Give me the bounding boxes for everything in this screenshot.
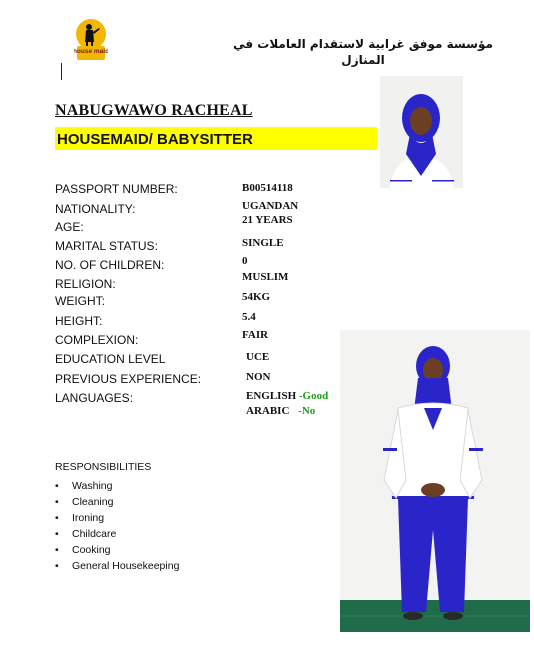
experience-value: NON (246, 371, 271, 383)
complexion-label: COMPLEXION: (55, 333, 139, 347)
language-name: ARABIC (246, 405, 290, 417)
full-body-photo (340, 330, 530, 632)
list-item: • Childcare (55, 526, 179, 542)
nationality-value: UGANDAN (242, 200, 299, 212)
children-label: NO. OF CHILDREN: (55, 258, 165, 272)
weight-label: WEIGHT: (55, 294, 105, 308)
agency-name-arabic: مؤسسة موفق غرابية لاستقدام العاملات في المنازل (233, 37, 493, 67)
list-item: • Cooking (55, 542, 179, 558)
position-title: HOUSEMAID/ BABYSITTER (57, 131, 253, 148)
age-label: AGE: (55, 220, 84, 234)
children-value: 0 (242, 255, 248, 267)
list-item: • Washing (55, 478, 179, 494)
education-value: UCE (246, 351, 270, 363)
list-item: • Ironing (55, 510, 179, 526)
marital-status-value: SINGLE (242, 237, 284, 249)
language-arabic (246, 405, 315, 417)
nationality-label: NATIONALITY: (55, 202, 136, 216)
weight-value: 54KG (242, 291, 271, 303)
logo-divider (61, 63, 62, 80)
height-label: HEIGHT: (55, 314, 103, 328)
languages-label: LANGUAGES: (55, 391, 134, 405)
marital-status-label: MARITAL STATUS: (55, 239, 158, 253)
language-level: -No (298, 405, 316, 417)
age-value: 21 YEARS (242, 214, 293, 226)
logo-text-house: house maid (74, 48, 108, 55)
complexion-value: FAIR (242, 329, 269, 341)
house-maid-logo (74, 18, 108, 62)
passport-label: PASSPORT NUMBER: (55, 182, 178, 196)
list-item: • Cleaning (55, 494, 179, 510)
list-item: • General Housekeeping (55, 558, 179, 574)
religion-value: MUSLIM (242, 271, 289, 283)
responsibilities-heading: RESPONSIBILITIES (55, 461, 152, 473)
responsibilities-list (55, 478, 179, 574)
passport-value: B00514118 (242, 182, 293, 194)
experience-label: PREVIOUS EXPERIENCE: (55, 372, 202, 386)
language-name: ENGLISH (246, 390, 297, 402)
height-value: 5.4 (242, 311, 256, 323)
candidate-name: NABUGWAWO RACHEAL (55, 102, 253, 119)
language-english (246, 390, 328, 402)
education-label: EDUCATION LEVEL (55, 352, 166, 366)
portrait-photo (380, 76, 463, 188)
language-level: -Good (298, 390, 329, 402)
religion-label: RELIGION: (55, 277, 116, 291)
